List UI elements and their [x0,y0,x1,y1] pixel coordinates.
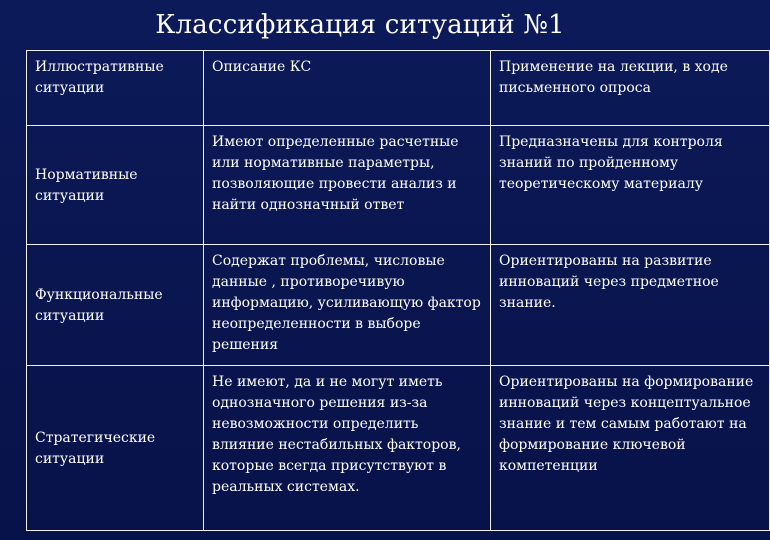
slide-title: Классификация ситуаций №1 [155,10,565,40]
cell-application: Ориентированы на формирование инноваций через концептуальное знание и тем самым работают на формирование ключевой компетенции [491,366,770,531]
cell-description: Содержат проблемы, числовые данные , противоречивую информацию, усиливающую фактор неопределенности в выборе решения [204,245,491,366]
header-cell-description: Описание КС [204,51,491,126]
header-cell-application: Применение на лекции, в ходе письменного опроса [491,51,770,126]
table-row [27,366,770,531]
cell-description: Имеют определенные расчетные или нормативные параметры, позволяющие провести анализ и найти однозначный ответ [204,126,491,245]
cell-type: Функциональные ситуации [27,245,204,366]
cell-application: Предназначены для контроля знаний по пройденному теоретическому материалу [491,126,770,245]
cell-type: Нормативные ситуации [27,126,204,245]
table-row [27,126,770,245]
cell-type: Стратегические ситуации [27,366,204,531]
cell-application: Ориентированы на развитие инноваций через предметное знание. [491,245,770,366]
table-row [27,245,770,366]
classification-table [26,50,770,531]
cell-description: Не имеют, да и не могут иметь однозначного решения из-за невозможности определить влияние нестабильных факторов, которые всегда присутствуют в реальных системах. [204,366,491,531]
table-header-row [27,51,770,126]
header-cell-type: Иллюстративные ситуации [27,51,204,126]
